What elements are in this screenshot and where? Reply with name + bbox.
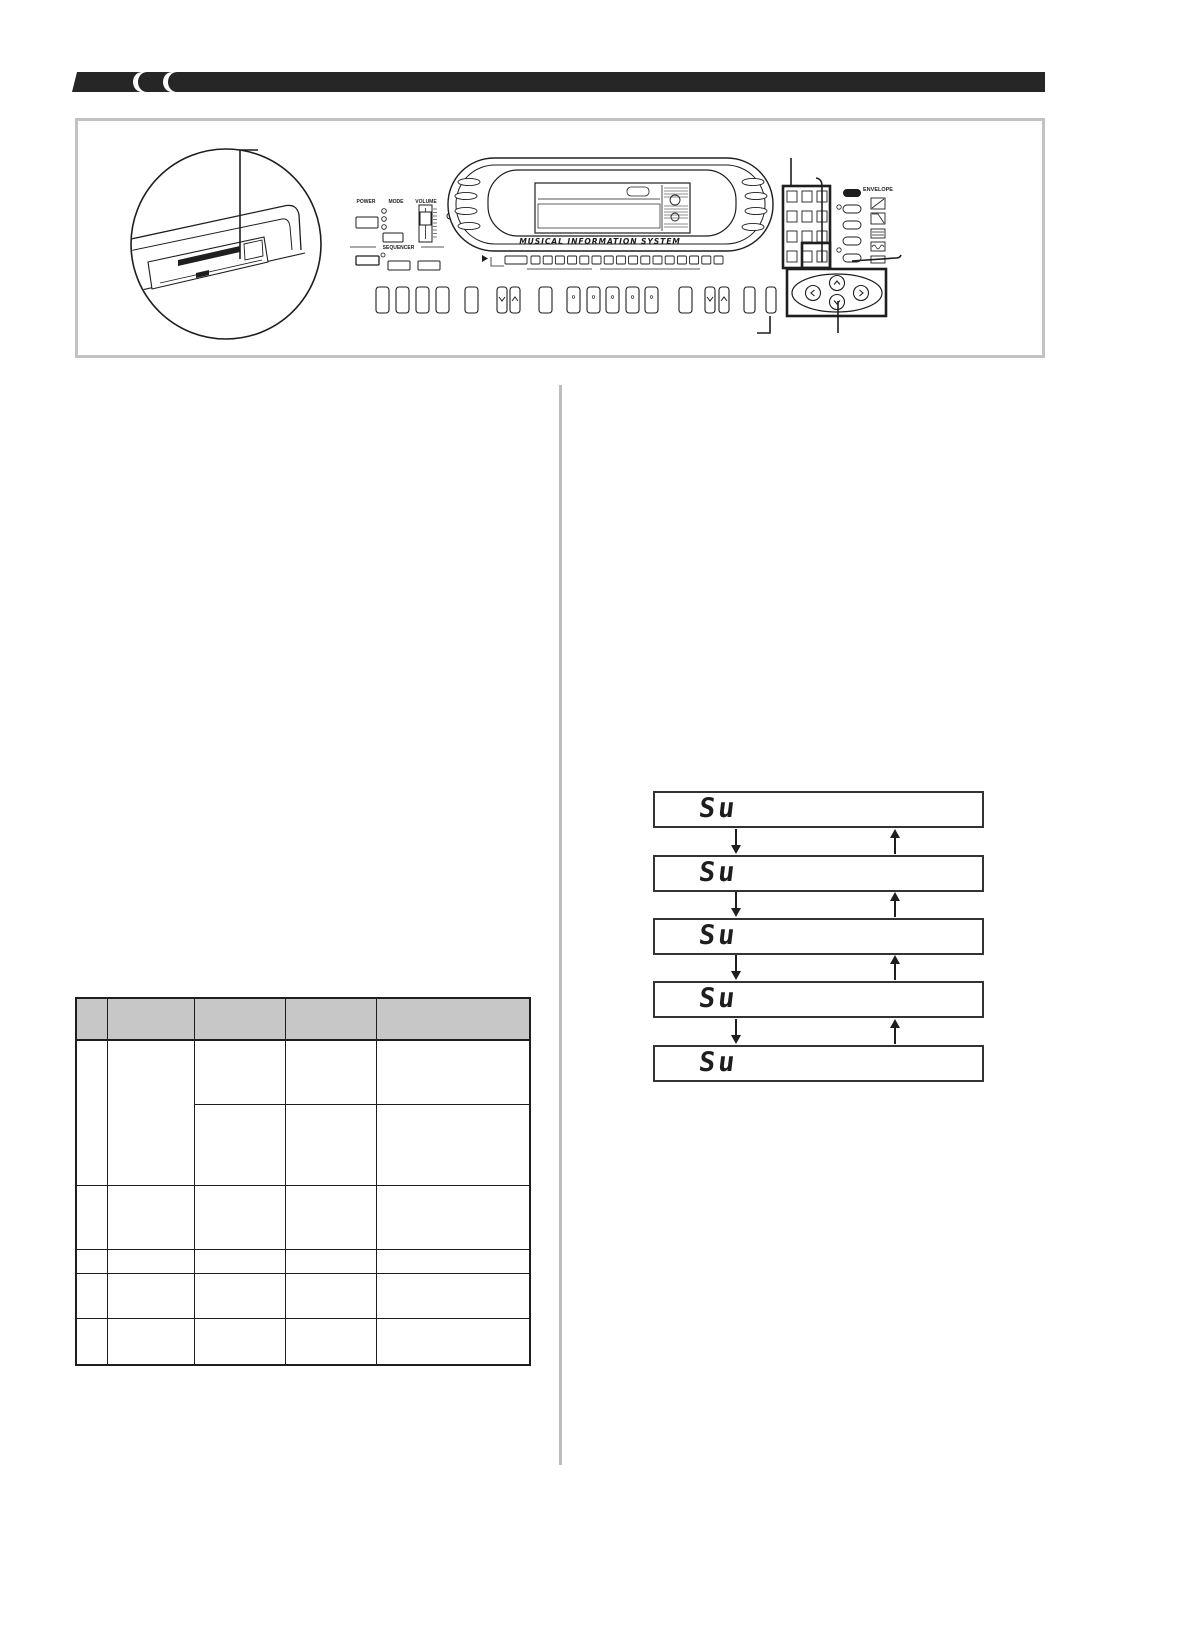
small-button bbox=[592, 256, 601, 264]
small-button bbox=[616, 256, 625, 264]
sequencer-button bbox=[418, 261, 440, 270]
function-button bbox=[843, 189, 861, 197]
table-cell bbox=[107, 1318, 194, 1365]
keyboard-button bbox=[416, 287, 429, 313]
cursor-right-button bbox=[854, 286, 869, 301]
small-button bbox=[580, 256, 589, 264]
display-text: Su bbox=[697, 857, 740, 888]
cursor-left-button bbox=[806, 286, 821, 301]
table-cell bbox=[107, 1185, 194, 1249]
keyboard-button bbox=[719, 287, 729, 313]
display-readout bbox=[653, 791, 984, 828]
volume-scale bbox=[433, 209, 437, 237]
power-label: POWER bbox=[356, 199, 376, 205]
bezel-button bbox=[745, 207, 767, 214]
number-key bbox=[802, 191, 812, 202]
mode-label: MODE bbox=[388, 199, 404, 205]
up-arrowhead bbox=[890, 892, 900, 901]
table-cell bbox=[76, 1318, 107, 1365]
sequencer-button bbox=[388, 261, 410, 270]
number-key bbox=[787, 211, 797, 222]
envelope-label: ENVELOPE bbox=[863, 187, 893, 193]
number-key bbox=[802, 231, 812, 242]
keyboard-button bbox=[510, 287, 520, 313]
small-button bbox=[714, 256, 723, 264]
display-text: Su bbox=[697, 1047, 740, 1078]
filter-icon bbox=[871, 229, 885, 238]
table-cell bbox=[376, 1318, 530, 1365]
table-header-cell bbox=[285, 998, 376, 1040]
table-cell bbox=[376, 1185, 530, 1249]
wave-icon bbox=[871, 242, 885, 251]
table-cell bbox=[194, 1185, 285, 1249]
header-tab-3 bbox=[168, 72, 1045, 92]
number-key bbox=[802, 251, 812, 262]
lcd-screen bbox=[535, 183, 690, 233]
table-cell bbox=[107, 1249, 194, 1273]
small-button bbox=[702, 256, 711, 264]
bezel-button bbox=[458, 222, 480, 229]
bezel-button bbox=[458, 178, 480, 185]
table-cell bbox=[194, 1249, 285, 1273]
keyboard-button bbox=[705, 287, 715, 313]
small-button bbox=[604, 256, 613, 264]
table-cell bbox=[194, 1040, 285, 1104]
keyboard-drawing bbox=[78, 121, 1042, 355]
sequencer-button bbox=[356, 256, 379, 265]
table-cell bbox=[194, 1318, 285, 1365]
bracket-line bbox=[491, 257, 504, 266]
table-cell bbox=[76, 1040, 107, 1185]
keyboard-button bbox=[465, 287, 478, 313]
table-cell bbox=[194, 1104, 285, 1185]
down-arrowhead bbox=[731, 1035, 741, 1044]
small-button bbox=[505, 256, 527, 264]
right-control-panel bbox=[757, 158, 901, 333]
bezel-button bbox=[742, 223, 764, 230]
table-header-cell bbox=[107, 998, 194, 1040]
display-bezel bbox=[448, 158, 773, 251]
small-button bbox=[641, 256, 650, 264]
small-button-row bbox=[505, 256, 723, 264]
keyboard-button bbox=[606, 287, 619, 313]
keyboard-button bbox=[376, 287, 389, 313]
bezel-button bbox=[455, 192, 477, 199]
sequencer-led bbox=[381, 253, 385, 257]
floppy-drive-panel bbox=[244, 240, 263, 260]
power-button bbox=[356, 217, 378, 228]
number-key bbox=[802, 211, 812, 222]
table-cell bbox=[194, 1273, 285, 1318]
table-cell bbox=[107, 1040, 194, 1185]
function-button bbox=[843, 237, 861, 245]
data-table bbox=[75, 997, 531, 1366]
table-cell bbox=[285, 1249, 376, 1273]
small-button bbox=[531, 256, 540, 264]
display-text: Su bbox=[697, 920, 740, 951]
keyboard-button bbox=[679, 287, 692, 313]
table-cell bbox=[285, 1040, 376, 1104]
table-cell bbox=[76, 1185, 107, 1249]
section-header-bar bbox=[72, 72, 1045, 92]
bezel-button bbox=[742, 178, 764, 185]
table-row bbox=[76, 1040, 530, 1104]
table-header-cell bbox=[376, 998, 530, 1040]
floppy-drive-magnifier bbox=[122, 149, 321, 339]
table-row bbox=[76, 1185, 530, 1249]
envelope-icons bbox=[871, 198, 885, 263]
small-button bbox=[568, 256, 577, 264]
bezel-button bbox=[745, 192, 767, 199]
down-arrowhead bbox=[731, 845, 741, 854]
small-button bbox=[555, 256, 564, 264]
volume-slider-knob bbox=[420, 212, 431, 225]
table-row bbox=[76, 1318, 530, 1365]
mode-led bbox=[382, 217, 387, 222]
sequencer-label: SEQUENCER bbox=[382, 245, 415, 251]
header-tab-1 bbox=[72, 72, 142, 92]
table-row bbox=[76, 1249, 530, 1273]
volume-label: VOLUME bbox=[415, 199, 437, 205]
number-key bbox=[787, 231, 797, 242]
mode-button bbox=[383, 233, 403, 242]
lcd-chord-indicator bbox=[627, 187, 649, 196]
table-cell bbox=[285, 1318, 376, 1365]
table-cell bbox=[285, 1273, 376, 1318]
up-arrowhead bbox=[890, 829, 900, 838]
mode-led bbox=[382, 225, 387, 230]
left-control-panel bbox=[350, 199, 453, 270]
small-button bbox=[543, 256, 552, 264]
table-header-cell bbox=[76, 998, 107, 1040]
bezel-button bbox=[455, 207, 477, 214]
number-key bbox=[787, 251, 797, 262]
keyboard-button bbox=[539, 287, 552, 313]
function-buttons bbox=[843, 189, 861, 262]
cursor-up-button bbox=[830, 276, 845, 291]
table-cell bbox=[285, 1104, 376, 1185]
small-button bbox=[629, 256, 638, 264]
small-button bbox=[690, 256, 699, 264]
keyboard-button bbox=[436, 287, 449, 313]
up-arrowhead bbox=[890, 1019, 900, 1028]
table-cell bbox=[376, 1273, 530, 1318]
keyboard-button bbox=[744, 287, 755, 313]
table-cell bbox=[376, 1249, 530, 1273]
number-key bbox=[787, 191, 797, 202]
function-button bbox=[843, 205, 861, 213]
table-cell bbox=[76, 1273, 107, 1318]
small-button bbox=[665, 256, 674, 264]
bottom-button-row bbox=[376, 287, 776, 313]
indicator-led bbox=[837, 248, 841, 252]
small-button bbox=[677, 256, 686, 264]
table-header-cell bbox=[194, 998, 285, 1040]
keyboard-button bbox=[567, 287, 580, 313]
function-button bbox=[843, 221, 861, 229]
table-cell bbox=[285, 1185, 376, 1249]
keyboard-button bbox=[645, 287, 658, 313]
down-arrowhead bbox=[731, 908, 741, 917]
keyboard-illustration bbox=[75, 118, 1045, 358]
indicator-led bbox=[837, 205, 841, 209]
display-flow-arrows bbox=[653, 828, 984, 1045]
small-button bbox=[653, 256, 662, 264]
mode-led bbox=[382, 209, 387, 214]
column-divider bbox=[559, 385, 562, 1465]
keyboard-button bbox=[396, 287, 409, 313]
display-text: Su bbox=[697, 983, 740, 1014]
table-cell bbox=[107, 1273, 194, 1318]
callout-line bbox=[757, 316, 770, 333]
table-row bbox=[76, 1273, 530, 1318]
up-arrowhead bbox=[890, 955, 900, 964]
magnifier-circle bbox=[131, 149, 321, 339]
keyboard-button bbox=[587, 287, 600, 313]
keyboard-button bbox=[497, 287, 507, 313]
keyboard-button bbox=[766, 287, 776, 313]
play-triangle-icon bbox=[482, 255, 488, 262]
keyboard-button bbox=[626, 287, 639, 313]
table-header-row bbox=[76, 998, 530, 1040]
display-text: Su bbox=[697, 793, 740, 824]
table-cell bbox=[376, 1040, 530, 1104]
table-cell bbox=[376, 1104, 530, 1185]
display-readout bbox=[653, 1045, 984, 1082]
down-arrowhead bbox=[731, 971, 741, 980]
table-cell bbox=[76, 1249, 107, 1273]
brand-text: MUSICAL INFORMATION SYSTEM bbox=[519, 237, 681, 246]
cursor-down-button bbox=[830, 295, 845, 310]
number-pad bbox=[787, 191, 827, 262]
